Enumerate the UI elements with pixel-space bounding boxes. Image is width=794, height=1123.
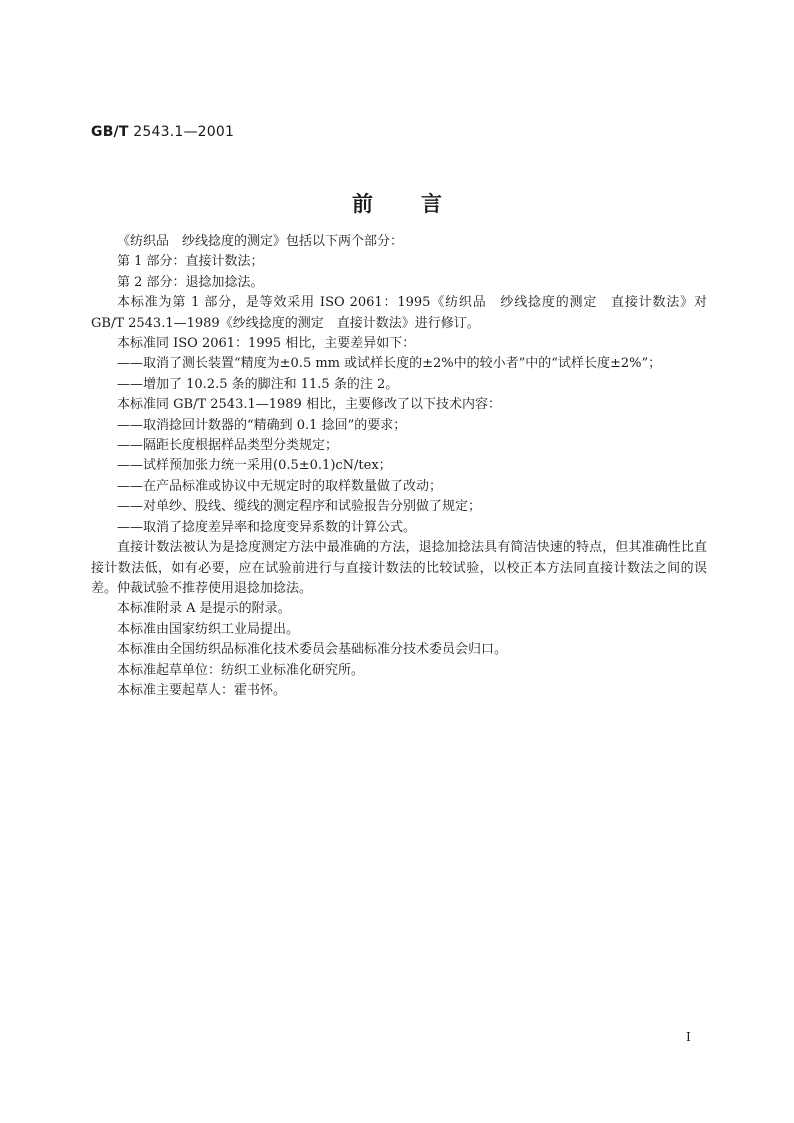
list-item: ——增加了 10.2.5 条的脚注和 11.5 条的注 2。 xyxy=(117,376,399,392)
paragraph: 《纺织品 纱线捻度的测定》包括以下两个部分： xyxy=(117,234,404,249)
paragraph: 本标准由全国纺织品标准化技术委员会基础标准分技术委员会归口。 xyxy=(117,642,508,658)
list-item: ——取消捻回计数器的“精确到 0.1 捻回”的要求； xyxy=(117,417,407,433)
paragraph: 本标准起草单位：纺织工业标准化研究所。 xyxy=(117,662,365,678)
foreword-body xyxy=(91,232,707,701)
paragraph: 本标准同 GB/T 2543.1—1989 相比，主要修改了以下技术内容： xyxy=(117,397,501,413)
list-item: ——试样预加张力统一采用(0.5±0.1)cN/tex； xyxy=(117,458,392,474)
paragraph: 第 1 部分：直接计数法； xyxy=(117,254,264,270)
paragraph: 本标准附录 A 是提示的附录。 xyxy=(117,601,291,617)
paragraph: 第 2 部分：退捻加捻法。 xyxy=(117,274,264,290)
standard-number: 2543.1—2001 xyxy=(133,124,235,140)
page-number: I xyxy=(686,1030,691,1044)
page-title: 前言 xyxy=(352,192,490,216)
paragraph: 本标准主要起草人：霍书怀。 xyxy=(117,682,287,698)
paragraph: 本标准由国家纺织工业局提出。 xyxy=(117,621,300,637)
list-item: ——在产品标准或协议中无规定时的取样数量做了改动； xyxy=(117,478,443,494)
paragraph: 本标准同 ISO 2061：1995 相比，主要差异如下： xyxy=(117,336,416,352)
paragraph: 直接计数法被认为是捻度测定方法中最准确的方法，退捻加捻法具有简洁快速的特点，但其准确性比直接计数法低，如有必要，应在试验前进行与直接计数法的比较试验，以校正本方法同直接计数法之间的误差。仲裁试验不推荐使用退捻加捻法。 xyxy=(91,540,707,596)
list-item: ——取消了捻度差异率和捻度变异系数的计算公式。 xyxy=(117,519,417,535)
paragraph: 本标准为第 1 部分，是等效采用 ISO 2061：1995《纺织品 纱线捻度的测定 直接计数法》对 GB/T 2543.1—1989《纱线捻度的测定 直接计数法》进行修订。 xyxy=(91,295,707,331)
standard-code xyxy=(91,124,234,140)
list-item: ——隔距长度根据样品类型分类规定； xyxy=(117,438,339,454)
list-item: ——对单纱、股线、缆线的测定程序和试验报告分别做了规定； xyxy=(117,499,482,515)
list-item: ——取消了测长装置“精度为±0.5 mm 或试样长度的±2%中的较小者”中的“试样长度±2%”； xyxy=(117,356,662,372)
standard-prefix: GB/T xyxy=(91,124,129,140)
